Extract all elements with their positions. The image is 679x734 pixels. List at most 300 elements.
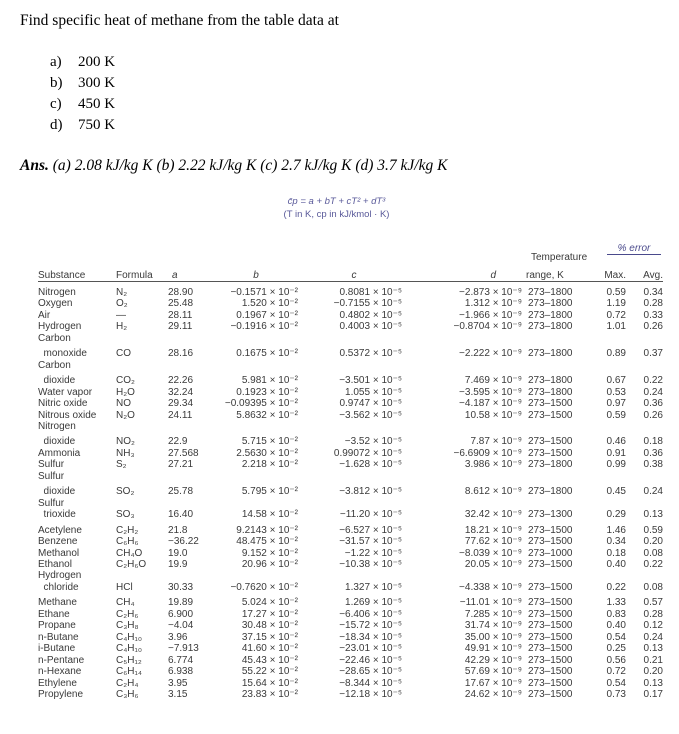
cell-c [302,360,406,371]
cell-avg: 0.28 [643,298,663,310]
cell-range: 273–1500 [528,436,573,448]
cell-avg: 0.18 [643,436,663,448]
cell-formula: HCl [116,581,133,593]
cell-c: −11.20 × 10⁻⁵ [339,509,402,521]
cell-max: 0.67 [606,375,626,387]
cell-a: 24.11 [168,409,193,421]
cell-c: 0.4003 × 10⁻⁵ [339,321,402,333]
cell-avg: 0.33 [643,309,663,321]
cell-b: 9.2143 × 10⁻² [236,524,298,536]
cell-name: Nitrogen [38,287,76,298]
table-row [38,536,663,547]
cell-formula: CH₄ [116,597,135,609]
cell-max [586,498,626,509]
cell-formula: NH₃ [116,447,135,459]
cell-max: 0.83 [606,608,626,620]
header-max: Max. [586,265,626,282]
cell-range: 273–1800 [528,298,573,310]
cell-c: 0.9747 × 10⁻⁵ [339,398,402,410]
cell-max: 0.53 [606,386,626,398]
cell-d: −11.01 × 10⁻⁹ [459,597,522,609]
cell-a: 6.900 [168,608,194,620]
cell-b: 1.520 × 10⁻² [241,298,298,310]
cell-avg: 0.13 [643,677,663,689]
equation-text: c̄p = a + bT + cT² + dT³ [287,196,386,207]
cell-b: 48.475 × 10⁻² [236,536,298,548]
cell-max [586,360,626,371]
cell-c: −10.38 × 10⁻⁵ [339,558,402,570]
cell-d [406,498,526,509]
table-row [38,521,663,536]
cell-formula: C₆H₁₄ [116,666,142,678]
cell-avg: 0.13 [643,509,663,521]
cell-a: 19.9 [168,558,188,570]
cell-b: 0.1967 × 10⁻² [236,309,298,321]
cell-c: 1.327 × 10⁻⁵ [345,581,402,593]
cell-d: 1.312 × 10⁻⁹ [464,298,522,310]
cell-range: 273–1800 [528,459,573,471]
cell-b: −0.7620 × 10⁻² [230,581,298,593]
cell-range [526,333,586,344]
cell-c: −28.65 × 10⁻⁵ [339,666,402,678]
cell-range: 273–1500 [528,536,573,548]
header-row [38,265,663,282]
data-table [38,265,663,700]
cell-range [526,471,586,482]
cell-a: 25.48 [168,298,194,310]
cell-avg: 0.36 [643,447,663,459]
cell-name: dioxide [38,486,76,498]
cell-d: 3.986 × 10⁻⁹ [464,459,522,471]
temperature-label: Temperature [531,252,588,263]
cell-d [406,421,526,432]
cell-a: 19.89 [168,597,194,609]
cell-name: Hydrogen [38,321,82,333]
cell-name: Ethanol [38,558,72,570]
cell-max: 0.72 [606,666,626,678]
cell-b: 45.43 × 10⁻² [241,654,298,666]
cell-range: 273–1500 [528,398,573,410]
cell-max: 0.91 [606,447,626,459]
cell-a: 3.95 [168,677,188,689]
cell-d: 35.00 × 10⁻⁹ [464,631,522,643]
cell-formula: C₄H₁₀ [116,631,143,643]
header-avg: Avg. [626,265,663,282]
cell-d: 7.87 × 10⁻⁹ [470,436,522,448]
table-row [38,482,663,497]
table-row [38,666,663,677]
cell-c [302,498,406,509]
cell-a: −36.22 [168,536,199,548]
cell-b: 5.981 × 10⁻² [241,375,298,387]
cell-range [526,360,586,371]
cell-max: 0.34 [606,536,626,548]
cell-formula: — [116,309,126,321]
cell-avg: 0.20 [643,666,663,678]
cell-formula: NO [116,398,131,410]
cell-name: monoxide [38,348,87,360]
table-row [38,310,663,321]
header-b: b [210,265,302,282]
cell-max: 0.97 [606,398,626,410]
cell-d: 57.69 × 10⁻⁹ [464,666,522,678]
cell-formula: H₂O [116,386,135,398]
cell-range: 273–1500 [528,558,573,570]
cell-formula [116,333,166,344]
cell-a: 3.15 [168,688,188,700]
table-row [38,333,663,344]
cell-b: 5.024 × 10⁻² [241,597,298,609]
cell-max: 0.54 [606,631,626,643]
cell-avg: 0.17 [643,688,663,700]
table-row [38,643,663,654]
cell-d: 31.74 × 10⁻⁹ [464,620,522,632]
cell-a: 28.16 [168,348,194,360]
cell-a: −4.04 [168,620,194,632]
cell-a: 29.11 [168,321,193,333]
units-text: (T in K, cp in kJ/kmol · K) [283,209,390,220]
cell-a: 22.26 [168,375,194,387]
cell-b: 5.715 × 10⁻² [241,436,298,448]
cell-c: 0.5372 × 10⁻⁵ [339,348,402,360]
cell-a: 19.0 [168,547,188,559]
cell-avg: 0.59 [643,524,663,536]
cell-d: 10.58 × 10⁻⁹ [464,409,522,421]
cell-name: Carbon [38,332,71,344]
cell-b: 15.64 × 10⁻² [241,677,298,689]
table-row [38,421,663,432]
cell-range: 273–1500 [528,620,573,632]
table-row [38,498,663,509]
cell-range [526,570,586,581]
cell-avg: 0.37 [643,348,663,360]
cell-c: −23.01 × 10⁻⁵ [339,643,402,655]
table-row [38,459,663,470]
cell-b: 9.152 × 10⁻² [241,547,298,559]
cell-range: 273–1500 [528,409,573,421]
cell-a: 25.78 [168,486,194,498]
cell-b [210,498,302,509]
cell-name: chloride [38,581,79,593]
cell-name: Oxygen [38,298,73,310]
option-value: 200 K [78,54,116,70]
cell-max: 0.29 [606,509,626,521]
options-list [50,52,115,136]
cell-c: −15.72 × 10⁻⁵ [339,620,402,632]
cell-avg [626,333,663,344]
cell-name: Air [38,309,51,321]
cell-a: 16.40 [168,509,194,521]
percent-error-label: % error [607,243,661,255]
cell-c: −22.46 × 10⁻⁵ [339,654,402,666]
cell-range: 273–1500 [528,581,573,593]
cell-formula [116,421,166,432]
cell-b: 55.22 × 10⁻² [241,666,298,678]
cell-max: 0.59 [606,287,626,298]
cell-c: 0.8081 × 10⁻⁵ [339,287,402,298]
cell-max: 0.54 [606,677,626,689]
table-row [38,432,663,447]
header-formula: Formula [116,265,166,282]
header-substance: Substance [38,265,116,282]
cell-name: Methanol [38,547,80,559]
cell-name: Sulfur [38,459,65,471]
cell-formula: C₄H₁₀ [116,643,143,655]
table-row [38,655,663,666]
cell-range: 273–1500 [528,447,573,459]
cell-a: 3.96 [168,631,188,643]
cell-a [166,421,210,432]
cell-d: −1.966 × 10⁻⁹ [459,309,522,321]
cell-a [166,570,210,581]
cell-range: 273–1800 [528,486,573,498]
question-text: Find specific heat of methane from the table data at [20,12,339,29]
table-row [38,582,663,593]
table-row [38,678,663,689]
cell-formula: C₂H₄ [116,677,139,689]
cell-d: 24.62 × 10⁻⁹ [464,688,522,700]
cell-c: 0.99072 × 10⁻⁵ [333,447,402,459]
table-row [38,632,663,643]
cell-name: dioxide [38,436,76,448]
cell-formula [116,360,166,371]
header-temperature: range, K [526,265,586,282]
cell-avg: 0.24 [643,386,663,398]
option-label: a) [50,54,62,70]
cell-avg: 0.20 [643,536,663,548]
cell-name: n-Butane [38,631,79,643]
cell-range: 273–1000 [528,547,573,559]
cell-range: 273–1500 [528,597,573,609]
answer-text: (a) 2.08 kJ/kg K (b) 2.22 kJ/kg K (c) 2.7 kJ/kg K (d) 3.7 kJ/kg K [52,157,448,174]
cell-name: Carbon [38,359,71,371]
cell-name: Nitrogen [38,420,76,432]
cell-b: −0.1916 × 10⁻² [230,321,298,333]
cell-range: 273–1300 [528,509,573,521]
cell-formula [116,570,166,581]
answer [20,157,447,175]
cell-a: 28.90 [168,287,194,298]
table-row [38,570,663,581]
cell-c: 0.4802 × 10⁻⁵ [339,309,402,321]
option-item [50,73,115,94]
cell-max: 1.01 [606,321,626,333]
header-c: c [302,265,406,282]
cell-formula: O₂ [116,298,128,310]
cell-max: 0.45 [606,486,626,498]
cell-max: 0.99 [606,459,626,471]
cell-a: 32.24 [168,386,194,398]
cell-c: 1.269 × 10⁻⁵ [345,597,402,609]
cell-max: 0.40 [606,620,626,632]
cell-avg: 0.22 [643,375,663,387]
cell-d: 8.612 × 10⁻⁹ [464,486,522,498]
cell-name: i-Butane [38,643,76,655]
cell-avg: 0.13 [643,643,663,655]
table-row [38,410,663,421]
cell-a [166,360,210,371]
option-item [50,94,115,115]
cell-b: 0.1923 × 10⁻² [236,386,298,398]
cell-range [526,421,586,432]
cell-b [210,421,302,432]
cell-max: 0.56 [606,654,626,666]
cell-d: 20.05 × 10⁻⁹ [464,558,522,570]
cell-max [586,421,626,432]
header-a: a [166,265,210,282]
cell-avg: 0.28 [643,608,663,620]
cell-max [586,471,626,482]
option-item [50,52,115,73]
option-label: c) [50,96,62,112]
cell-c: −31.57 × 10⁻⁵ [339,536,402,548]
cell-avg [626,360,663,371]
table-row [38,689,663,700]
cell-range [526,498,586,509]
cell-formula: N₂O [116,409,135,421]
cell-name: Sulfur [38,497,65,509]
table-row [38,620,663,631]
cell-avg: 0.22 [643,558,663,570]
cell-b: 23.83 × 10⁻² [241,688,298,700]
cell-b: 2.5630 × 10⁻² [236,447,298,459]
cell-range: 273–1500 [528,654,573,666]
cell-d: −4.187 × 10⁻⁹ [459,398,522,410]
cell-name: n-Hexane [38,666,82,678]
cell-name: Nitrous oxide [38,409,97,421]
cell-range: 273–1500 [528,631,573,643]
cell-d [406,333,526,344]
cell-name: Nitric oxide [38,398,88,410]
table-row [38,509,663,520]
cell-formula: CH₄O [116,547,143,559]
cell-c: −3.562 × 10⁻⁵ [339,409,402,421]
cell-a: −7.913 [168,643,199,655]
cell-d: 77.62 × 10⁻⁹ [464,536,522,548]
cell-c: −12.18 × 10⁻⁵ [339,688,402,700]
option-value: 750 K [78,117,116,133]
cell-b: 17.27 × 10⁻² [241,608,298,620]
table-row [38,398,663,409]
cell-d: 49.91 × 10⁻⁹ [464,643,522,655]
cell-max: 0.73 [606,688,626,700]
cell-d: −4.338 × 10⁻⁹ [459,581,522,593]
cell-avg: 0.26 [643,321,663,333]
cell-d: −3.595 × 10⁻⁹ [459,386,522,398]
cell-name: Benzene [38,536,78,548]
option-value: 450 K [78,96,116,112]
cell-c [302,570,406,581]
cell-b [210,570,302,581]
cell-avg: 0.12 [643,620,663,632]
cell-c: −18.34 × 10⁻⁵ [339,631,402,643]
cell-max: 0.22 [606,581,626,593]
table-row [38,471,663,482]
cell-a: 27.21 [168,459,194,471]
cell-a [166,333,210,344]
cell-a [166,471,210,482]
cell-b: 5.8632 × 10⁻² [236,409,298,421]
cell-range: 273–1800 [528,375,573,387]
cell-d: 32.42 × 10⁻⁹ [464,509,522,521]
cell-a: 28.11 [168,309,193,321]
table-head-area [38,221,663,265]
cell-d [406,471,526,482]
cell-name: Methane [38,597,77,609]
cell-name: Propane [38,620,76,632]
cell-d: −6.6909 × 10⁻⁹ [453,447,522,459]
cell-b: 5.795 × 10⁻² [241,486,298,498]
cell-d: −0.8704 × 10⁻⁹ [453,321,522,333]
cell-avg: 0.57 [643,597,663,609]
cell-formula [116,471,166,482]
cell-name: Sulfur [38,470,65,482]
cell-b: −0.1571 × 10⁻² [230,287,298,298]
cell-avg: 0.34 [643,287,663,298]
cell-a: 29.34 [168,398,194,410]
cell-formula: CO [116,348,131,360]
cell-b: 20.96 × 10⁻² [241,558,298,570]
cell-a: 30.33 [168,581,194,593]
option-label: d) [50,117,63,133]
cell-range: 273–1800 [528,386,573,398]
table-row [38,559,663,570]
cell-range: 273–1500 [528,643,573,655]
cell-formula: C₂H₆O [116,558,147,570]
cell-d [406,360,526,371]
cell-name: Ammonia [38,447,81,459]
cell-b: −0.09395 × 10⁻² [224,398,298,410]
cell-range: 273–1500 [528,524,573,536]
option-label: b) [50,75,63,91]
cell-range: 273–1800 [528,348,573,360]
cell-c: −6.406 × 10⁻⁵ [339,608,402,620]
cell-avg: 0.08 [643,581,663,593]
cell-a [166,498,210,509]
cell-range: 273–1500 [528,677,573,689]
answer-label: Ans. [20,157,49,174]
cell-max: 1.46 [606,524,626,536]
cell-b: 0.1675 × 10⁻² [236,348,298,360]
cell-b: 2.218 × 10⁻² [241,459,298,471]
cell-avg: 0.26 [643,409,663,421]
cell-name: Propylene [38,688,84,700]
table-row [38,282,663,299]
cell-name: n-Pentane [38,654,85,666]
cell-range: 273–1800 [528,287,573,298]
cell-name: Ethane [38,608,70,620]
cell-a: 6.938 [168,666,194,678]
cell-max [586,333,626,344]
cell-b: 41.60 × 10⁻² [241,643,298,655]
cell-formula: S₂ [116,459,127,471]
cell-name: Acetylene [38,524,82,536]
cell-b: 37.15 × 10⁻² [241,631,298,643]
table-equation [10,195,663,221]
cell-range: 273–1500 [528,666,573,678]
table-row [38,548,663,559]
cell-avg: 0.38 [643,459,663,471]
cell-a: 21.8 [168,524,188,536]
table-row [38,387,663,398]
cell-formula: N₂ [116,287,128,298]
cell-max: 0.25 [606,643,626,655]
cell-d: −2.873 × 10⁻⁹ [459,287,522,298]
cell-a: 22.9 [168,436,188,448]
cell-range: 273–1500 [528,608,573,620]
cell-formula: CO₂ [116,375,135,387]
cell-formula: C₂H₆ [116,608,139,620]
